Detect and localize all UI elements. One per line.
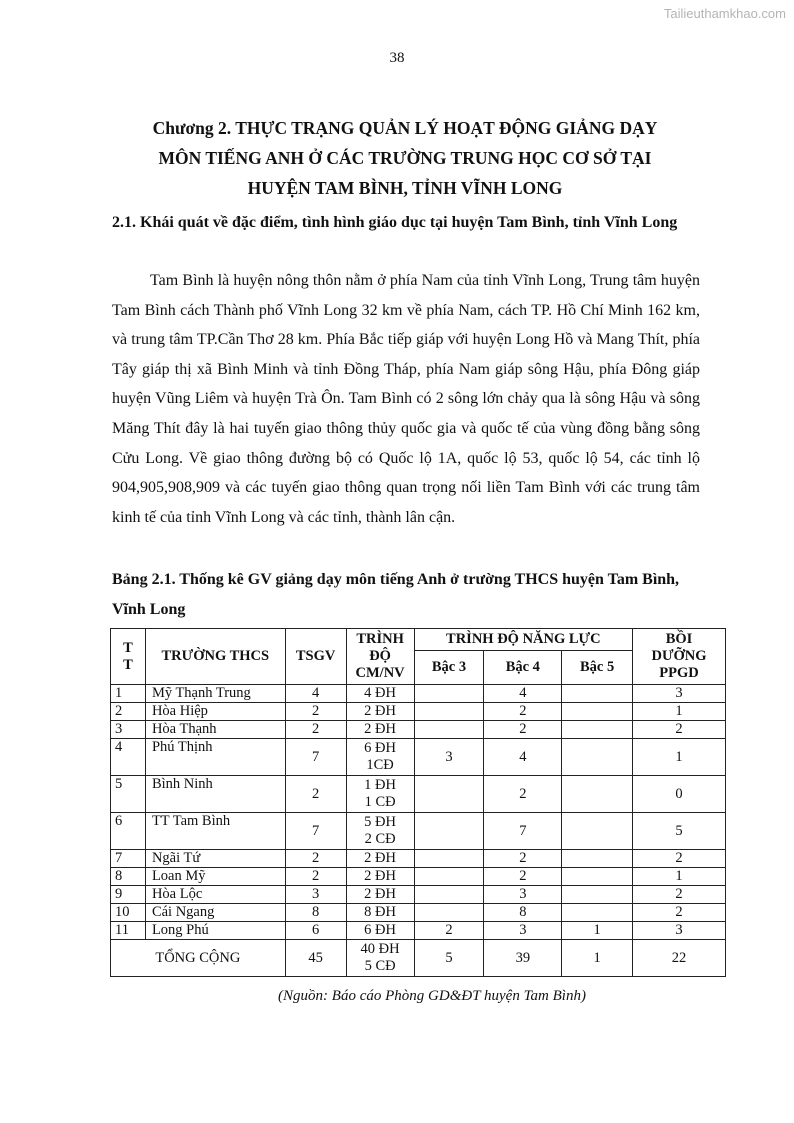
cell-school: Hòa Thạnh bbox=[145, 721, 285, 739]
watermark: Tailieuthamkhao.com bbox=[663, 6, 786, 21]
chapter-title-line-2: MÔN TIẾNG ANH Ở CÁC TRƯỜNG TRUNG HỌC CƠ SỞ TẠI bbox=[158, 148, 652, 168]
cell-cmnv-line-1: 2 ĐH bbox=[364, 703, 396, 719]
cell-level-3 bbox=[414, 703, 484, 721]
cell-cmnv-line-2: 1CĐ bbox=[366, 757, 394, 773]
cell-tt: 7 bbox=[111, 850, 146, 868]
cell-level-5 bbox=[562, 739, 633, 776]
table-caption: Bảng 2.1. Thống kê GV giảng dạy môn tiếng Anh ở trường THCS huyện Tam Bình, Vĩnh Long bbox=[112, 571, 680, 618]
cell-level-5 bbox=[562, 703, 633, 721]
cell-cmnv-line-1: 5 ĐH bbox=[364, 814, 396, 830]
chapter-title-line-3: HUYỆN TAM BÌNH, TỈNH VĨNH LONG bbox=[247, 178, 563, 198]
cell-level-3: 3 bbox=[414, 739, 484, 776]
cell-tt: 1 bbox=[111, 685, 146, 703]
cell-cmnv bbox=[346, 703, 414, 721]
cell-cmnv-line-1: 6 ĐH bbox=[364, 740, 396, 756]
header-cmnv-line-2: ĐỘ bbox=[369, 648, 391, 664]
cell-ppgd: 2 bbox=[633, 850, 726, 868]
cell-cmnv-line-1: 2 ĐH bbox=[364, 850, 396, 866]
total-label: TỔNG CỘNG bbox=[111, 940, 286, 977]
cell-school: Cái Ngang bbox=[145, 904, 285, 922]
cell-level-4: 2 bbox=[484, 776, 562, 813]
cell-tt: 4 bbox=[111, 739, 146, 776]
cell-level-5 bbox=[562, 850, 633, 868]
header-tt-line-1: T bbox=[123, 639, 133, 656]
total-level-4: 39 bbox=[484, 940, 562, 977]
cell-school: Hòa Hiệp bbox=[145, 703, 285, 721]
total-tsgv: 45 bbox=[285, 940, 346, 977]
cell-cmnv-line-1: 2 ĐH bbox=[364, 721, 396, 737]
cell-tt: 10 bbox=[111, 904, 146, 922]
table-row bbox=[111, 721, 726, 739]
cell-tsgv: 2 bbox=[285, 721, 346, 739]
table-row bbox=[111, 886, 726, 904]
cell-level-5 bbox=[562, 904, 633, 922]
header-ppgd-line-1: BỒI bbox=[665, 631, 693, 647]
header-ppgd-line-3: PPGD bbox=[659, 665, 699, 681]
total-cmnv-line-1: 40 ĐH bbox=[360, 941, 400, 957]
cell-cmnv bbox=[346, 922, 414, 940]
header-tt bbox=[111, 629, 146, 685]
table-row bbox=[111, 776, 726, 813]
total-cmnv-line-2: 5 CĐ bbox=[364, 958, 396, 974]
cell-level-3 bbox=[414, 886, 484, 904]
cell-cmnv-line-1: 8 ĐH bbox=[364, 904, 396, 920]
cell-level-3 bbox=[414, 813, 484, 850]
cell-cmnv bbox=[346, 868, 414, 886]
header-level-4: Bậc 4 bbox=[484, 651, 562, 685]
total-row bbox=[111, 940, 726, 977]
header-ppgd bbox=[633, 629, 726, 685]
cell-ppgd: 3 bbox=[633, 685, 726, 703]
header-cmnv bbox=[346, 629, 414, 685]
table-body bbox=[111, 685, 726, 940]
cell-level-3: 2 bbox=[414, 922, 484, 940]
chapter-title bbox=[105, 113, 705, 203]
cell-school: Loan Mỹ bbox=[145, 868, 285, 886]
cell-cmnv bbox=[346, 813, 414, 850]
header-level-3: Bậc 3 bbox=[414, 651, 484, 685]
cell-cmnv-line-1: 1 ĐH bbox=[364, 777, 396, 793]
header-level-5: Bậc 5 bbox=[562, 651, 633, 685]
cell-cmnv bbox=[346, 739, 414, 776]
cell-level-3 bbox=[414, 868, 484, 886]
chapter-title-line-1: Chương 2. THỰC TRẠNG QUẢN LÝ HOẠT ĐỘNG GIẢNG DẠY bbox=[152, 118, 658, 138]
header-cmnv-line-1: TRÌNH bbox=[356, 631, 404, 647]
cell-ppgd: 0 bbox=[633, 776, 726, 813]
cell-level-5 bbox=[562, 886, 633, 904]
cell-ppgd: 2 bbox=[633, 886, 726, 904]
cell-ppgd: 5 bbox=[633, 813, 726, 850]
cell-school: Bình Ninh bbox=[145, 776, 285, 813]
cell-cmnv-line-1: 2 ĐH bbox=[364, 886, 396, 902]
cell-ppgd: 3 bbox=[633, 922, 726, 940]
cell-level-4: 3 bbox=[484, 886, 562, 904]
cell-cmnv bbox=[346, 776, 414, 813]
cell-cmnv-line-1: 6 ĐH bbox=[364, 922, 396, 938]
cell-tsgv: 2 bbox=[285, 868, 346, 886]
table-row bbox=[111, 703, 726, 721]
cell-tt: 9 bbox=[111, 886, 146, 904]
cell-cmnv bbox=[346, 721, 414, 739]
cell-tsgv: 7 bbox=[285, 739, 346, 776]
cell-tt: 8 bbox=[111, 868, 146, 886]
cell-cmnv-line-1: 2 ĐH bbox=[364, 868, 396, 884]
table-row bbox=[111, 813, 726, 850]
table-row bbox=[111, 850, 726, 868]
cell-ppgd: 1 bbox=[633, 739, 726, 776]
cell-level-4: 4 bbox=[484, 685, 562, 703]
cell-level-5 bbox=[562, 813, 633, 850]
total-ppgd: 22 bbox=[633, 940, 726, 977]
cell-level-4: 7 bbox=[484, 813, 562, 850]
cell-tt: 3 bbox=[111, 721, 146, 739]
total-level-5: 1 bbox=[562, 940, 633, 977]
header-cmnv-line-3: CM/NV bbox=[355, 665, 405, 681]
cell-cmnv bbox=[346, 886, 414, 904]
header-school: TRƯỜNG THCS bbox=[145, 629, 285, 685]
cell-level-4: 2 bbox=[484, 721, 562, 739]
cell-level-4: 2 bbox=[484, 703, 562, 721]
total-cmnv bbox=[346, 940, 414, 977]
cell-level-4: 4 bbox=[484, 739, 562, 776]
cell-ppgd: 2 bbox=[633, 904, 726, 922]
cell-level-5 bbox=[562, 685, 633, 703]
cell-tt: 5 bbox=[111, 776, 146, 813]
cell-cmnv bbox=[346, 904, 414, 922]
cell-level-3 bbox=[414, 721, 484, 739]
table-row bbox=[111, 904, 726, 922]
cell-tt: 2 bbox=[111, 703, 146, 721]
header-tt-line-2: T bbox=[123, 656, 133, 673]
page-number: 38 bbox=[389, 50, 405, 66]
cell-school: Long Phú bbox=[145, 922, 285, 940]
cell-level-5 bbox=[562, 721, 633, 739]
cell-tsgv: 6 bbox=[285, 922, 346, 940]
cell-level-3 bbox=[414, 685, 484, 703]
cell-cmnv-line-1: 4 ĐH bbox=[364, 685, 396, 701]
cell-level-3 bbox=[414, 904, 484, 922]
cell-cmnv bbox=[346, 850, 414, 868]
cell-level-4: 8 bbox=[484, 904, 562, 922]
cell-level-3 bbox=[414, 850, 484, 868]
section-heading: 2.1. Khái quát về đặc điểm, tình hình giáo dục tại huyện Tam Bình, tỉnh Vĩnh Long bbox=[112, 214, 678, 231]
header-ability: TRÌNH ĐỘ NĂNG LỰC bbox=[414, 629, 633, 651]
table-row bbox=[111, 868, 726, 886]
table-row bbox=[111, 922, 726, 940]
header-ppgd-line-2: DƯỠNG bbox=[651, 648, 707, 664]
cell-tsgv: 3 bbox=[285, 886, 346, 904]
cell-level-4: 2 bbox=[484, 850, 562, 868]
cell-level-5 bbox=[562, 776, 633, 813]
header-tsgv: TSGV bbox=[285, 629, 346, 685]
cell-tt: 6 bbox=[111, 813, 146, 850]
table-row bbox=[111, 739, 726, 776]
cell-tsgv: 7 bbox=[285, 813, 346, 850]
cell-ppgd: 2 bbox=[633, 721, 726, 739]
body-paragraph: Tam Bình là huyện nông thôn nằm ở phía Nam của tỉnh Vĩnh Long, Trung tâm huyện Tam Bình cách Thành phố Vĩnh Long 32 km về phía Nam, cách TP. Hồ Chí Minh 162 km, và trung tâm TP.Cần Thơ 28 km. Phía Bắc tiếp giáp với huyện Long Hồ và Mang Thít, phía Tây giáp thị xã Bình Minh và tỉnh Đồng Tháp, phía Nam giáp sông Hậu, phía Đông giáp huyện Vũng Liêm và huyện Trà Ôn. Tam Bình có 2 sông lớn chảy qua là sông Hậu và sông Măng Thít đây là hai tuyến giao thông thủy quốc gia và quốc tế của vùng đồng bằng sông Cửu Long. Về giao thông đường bộ có Quốc lộ 1A, quốc lộ 53, quốc lộ 54, các tỉnh lộ 904,905,908,909 và các tuyến giao thông quan trọng nối liền Tam Bình với các trung tâm kinh tế của tỉnh Vĩnh Long và các tỉnh, thành lân cận. bbox=[112, 272, 700, 526]
cell-tsgv: 2 bbox=[285, 703, 346, 721]
cell-ppgd: 1 bbox=[633, 868, 726, 886]
total-level-3: 5 bbox=[414, 940, 484, 977]
cell-tsgv: 2 bbox=[285, 776, 346, 813]
source-note: (Nguồn: Báo cáo Phòng GD&ĐT huyện Tam Bình) bbox=[278, 988, 586, 1004]
cell-tt: 11 bbox=[111, 922, 146, 940]
cell-level-4: 2 bbox=[484, 868, 562, 886]
cell-cmnv-line-2: 1 CĐ bbox=[364, 794, 396, 810]
cell-level-5 bbox=[562, 868, 633, 886]
cell-school: Phú Thịnh bbox=[145, 739, 285, 776]
cell-tsgv: 2 bbox=[285, 850, 346, 868]
cell-school: TT Tam Bình bbox=[145, 813, 285, 850]
cell-tsgv: 8 bbox=[285, 904, 346, 922]
teacher-stats-table bbox=[110, 628, 726, 977]
cell-school: Mỹ Thạnh Trung bbox=[145, 685, 285, 703]
cell-school: Ngãi Tứ bbox=[145, 850, 285, 868]
cell-level-5: 1 bbox=[562, 922, 633, 940]
cell-tsgv: 4 bbox=[285, 685, 346, 703]
cell-cmnv-line-2: 2 CĐ bbox=[364, 831, 396, 847]
cell-level-3 bbox=[414, 776, 484, 813]
cell-cmnv bbox=[346, 685, 414, 703]
cell-school: Hòa Lộc bbox=[145, 886, 285, 904]
table-row bbox=[111, 685, 726, 703]
cell-ppgd: 1 bbox=[633, 703, 726, 721]
cell-level-4: 3 bbox=[484, 922, 562, 940]
